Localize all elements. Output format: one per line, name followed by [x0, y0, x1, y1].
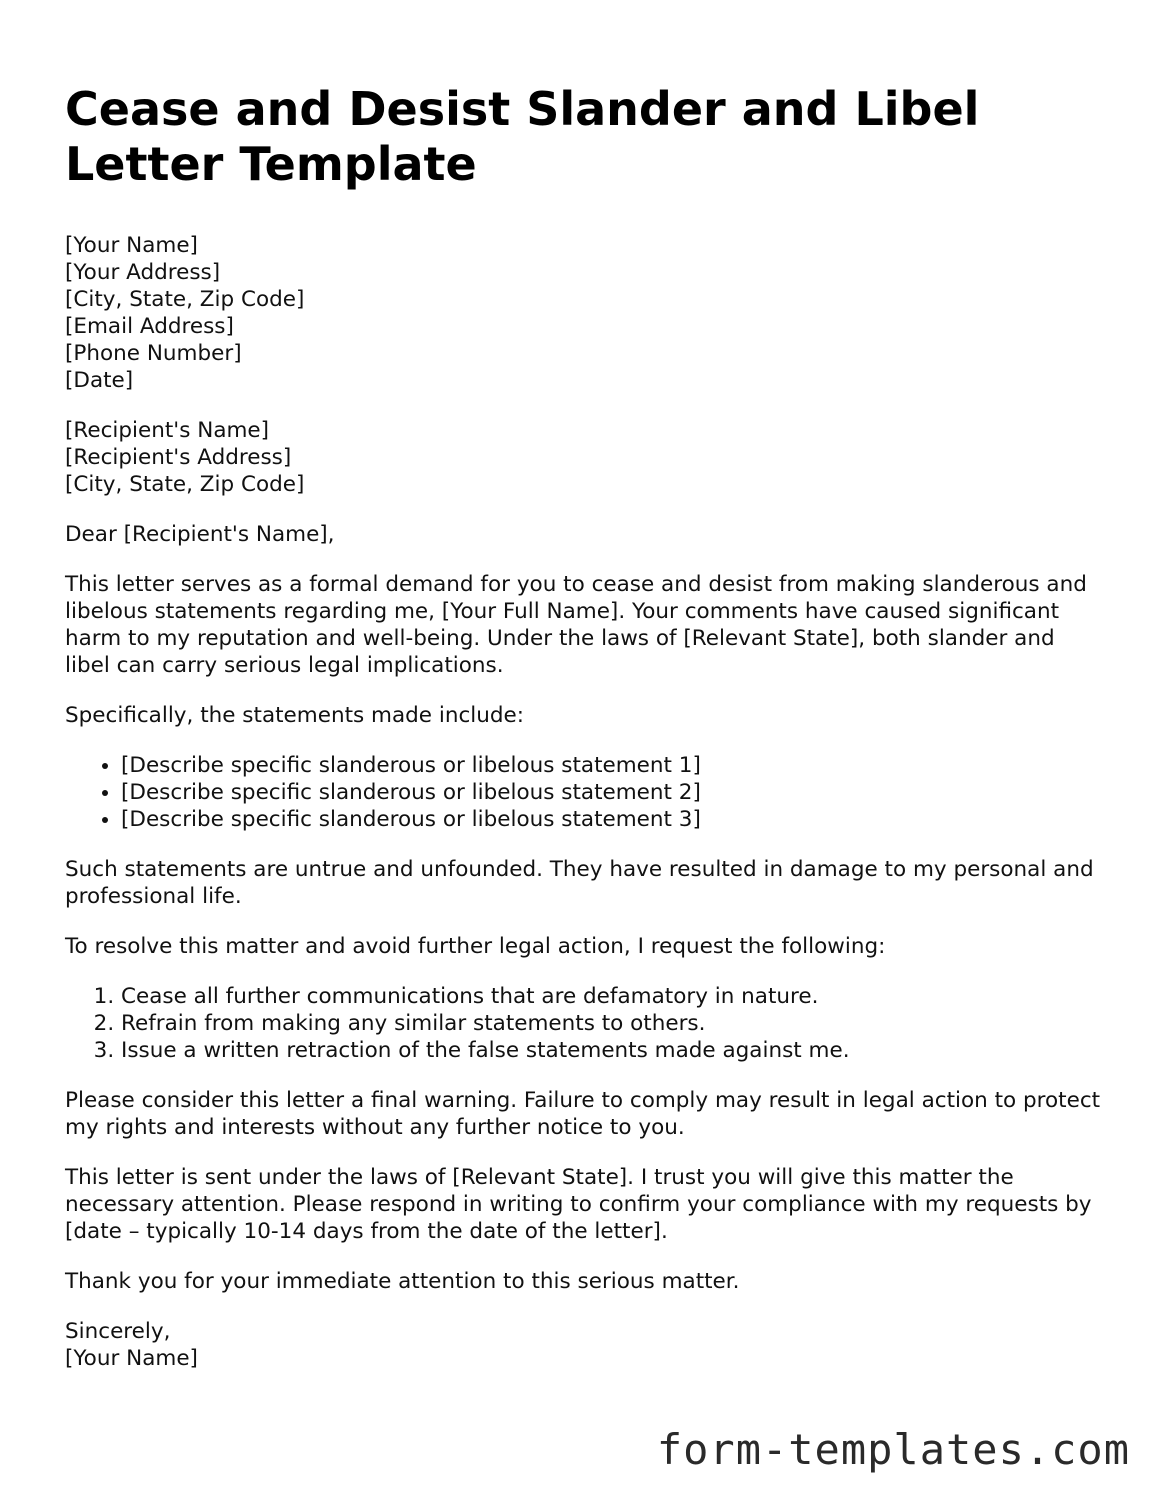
recipient-address: [Recipient's Address] [65, 445, 292, 470]
requests-intro-text: To resolve this matter and avoid further legal action, I request the following: [65, 934, 886, 959]
document-title: Cease and Desist Slander and Libel Letter Template [65, 82, 980, 191]
sender-address: [Your Address] [65, 260, 221, 285]
recipient-name: [Recipient's Name] [65, 418, 270, 443]
paragraph-warning-text: Please consider this letter a final warning. Failure to comply may result in legal action to protect my rights and interests without any further notice to you. [65, 1088, 1101, 1140]
list-item: 1. Cease all further communications that are defamatory in nature. [121, 983, 1105, 1010]
statements-intro [65, 702, 1105, 729]
paragraph-laws-text: This letter is sent under the laws of [Relevant State]. I trust you will give this matter the necessary attention. Please respond in writing to confirm your compliance with my requests by [date – typically 10-14 days from the date of the letter]. [65, 1165, 1092, 1244]
sender-phone: [Phone Number] [65, 341, 242, 366]
paragraph-thanks-text: Thank you for your immediate attention to this serious matter. [65, 1269, 740, 1294]
sender-name: [Your Name] [65, 233, 198, 258]
requests-list [65, 983, 1105, 1064]
list-item: • [Describe specific slanderous or libelous statement 1] [121, 752, 1105, 779]
closing-block [65, 1318, 1105, 1372]
sender-email: [Email Address] [65, 314, 234, 339]
salutation [65, 521, 1105, 548]
site-watermark: form-templates.com [656, 1425, 1130, 1474]
letter-document [65, 82, 1105, 1372]
paragraph-demand [65, 571, 1105, 679]
list-item: • [Describe specific slanderous or libelous statement 3] [121, 806, 1105, 833]
paragraph-damage-text: Such statements are untrue and unfounded. They have resulted in damage to my personal and professional life. [65, 857, 1094, 909]
list-item: 2. Refrain from making any similar statements to others. [121, 1010, 1105, 1037]
recipient-city-state-zip: [City, State, Zip Code] [65, 472, 305, 497]
signature: [Your Name] [65, 1346, 198, 1371]
paragraph-warning [65, 1087, 1105, 1141]
statements-list [65, 752, 1105, 833]
closing: Sincerely, [65, 1319, 171, 1344]
sender-address-block [65, 232, 1105, 394]
list-item: 3. Issue a written retraction of the false statements made against me. [121, 1037, 1105, 1064]
sender-city-state-zip: [City, State, Zip Code] [65, 287, 305, 312]
letter-date: [Date] [65, 368, 134, 393]
paragraph-thanks [65, 1268, 1105, 1295]
paragraph-demand-text: This letter serves as a formal demand for you to cease and desist from making slanderous and libelous statements regarding me, [Your Full Name]. Your comments have caused significant harm to my reputation and well-being. Under the laws of [Relevant State], both slander and libel can carry serious legal implications. [65, 572, 1087, 678]
statements-intro-text: Specifically, the statements made include: [65, 703, 525, 728]
list-item: • [Describe specific slanderous or libelous statement 2] [121, 779, 1105, 806]
paragraph-laws [65, 1164, 1105, 1245]
requests-intro [65, 933, 1105, 960]
salutation-text: Dear [Recipient's Name], [65, 522, 335, 547]
recipient-address-block [65, 417, 1105, 498]
paragraph-damage [65, 856, 1105, 910]
